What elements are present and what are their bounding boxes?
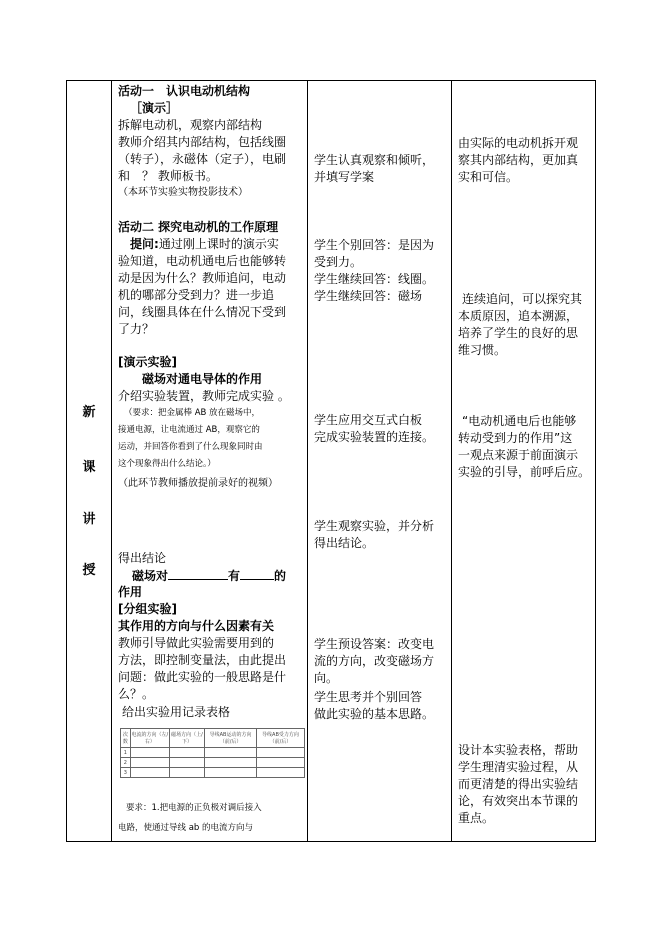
fill-blank <box>240 567 274 580</box>
text-line: 实和可信。 <box>458 170 519 184</box>
text-line: 给出实验用记录表格 <box>122 705 231 719</box>
table-row: 2 <box>121 758 305 768</box>
text-line: 了力？ <box>118 322 155 336</box>
fill-blank <box>168 567 228 580</box>
conclusion-fill-in: 磁场对 有 的 <box>132 569 287 583</box>
record-table-header: 次数 <box>121 729 131 748</box>
table-row: 3 <box>121 768 305 778</box>
text-line: 动是因为什么？教师追问，电动 <box>118 271 287 285</box>
text-line: 察其内部结构，更加真 <box>458 153 579 167</box>
text-line: 和 ？ 教师板书。 <box>118 169 218 183</box>
text-line: 转动受到力的作用”这 <box>458 431 573 445</box>
text-line: 通过刚上课时的演示实 <box>158 237 279 251</box>
requirement-line: 这个现象得出什么结论。） <box>118 459 216 469</box>
text-line: 由实际的电动机拆开观 <box>458 136 579 150</box>
requirement-line: 接通电源，让电流通过 AB，观察它的 <box>118 425 260 435</box>
requirement-line: 电路，使通过导线 ab 的电流方向与 <box>118 823 254 833</box>
text-line: 拆解电动机，观察内部结构 <box>118 118 263 132</box>
table-row: 1 <box>121 748 305 758</box>
text-line: 培养了学生的良好的思 <box>458 326 579 340</box>
question-label: 提问: <box>130 237 159 251</box>
teacher-activity-column <box>112 81 307 841</box>
text-line: 论，有效突出本节课的 <box>458 794 579 808</box>
record-table-header: 导线AB受力方向（前/后） <box>256 729 304 748</box>
text-line: 教师介绍其内部结构，包括线圈 <box>118 135 287 149</box>
lesson-table <box>66 80 596 842</box>
stage-char: 授 <box>82 563 96 578</box>
stage-char: 课 <box>82 460 96 475</box>
activity-two-title: 活动二 探究电动机的工作原理 <box>118 220 279 234</box>
text-line: 做此实验的基本思路。 <box>314 707 435 721</box>
text-line: 机的哪部分受到力？进一步追 <box>118 288 275 302</box>
text-line: “电动机通电后也能够 <box>462 414 577 428</box>
demo-experiment-subtitle: 磁场对通电导体的作用 <box>142 372 263 386</box>
text-line: 向。 <box>314 671 339 685</box>
design-intent-column <box>452 81 596 841</box>
text-line: （转子），永磁体（定子），电刷 <box>118 152 287 166</box>
text-line: （此环节教师播放提前录好的视频） <box>118 478 278 489</box>
text-line: （本环节实验实物投影技术） <box>118 187 248 198</box>
text-line: 学生应用交互式白板 <box>314 413 423 427</box>
text-line: 并填写学案 <box>314 170 375 184</box>
text-line: 连续追问，可以探究其 <box>462 292 583 306</box>
stage-char: 新 <box>82 405 96 420</box>
requirement-line: 要求：1.把电源的正负极对调后接入 <box>126 803 262 813</box>
record-table <box>120 728 305 778</box>
text-line: 学生预设答案：改变电 <box>314 637 435 651</box>
group-experiment-subtitle: 其作用的方向与什么因素有关 <box>118 619 275 633</box>
text-line: 受到力。 <box>314 255 363 269</box>
text-line: 完成实验装置的连接。 <box>314 430 435 444</box>
demo-label: ［演示］ <box>130 101 179 115</box>
demo-experiment-title: [演示实验] <box>118 355 177 369</box>
text-line: 问题：做此实验的一般思路是什 <box>118 670 287 684</box>
stage-char: 讲 <box>82 512 96 527</box>
activity-one-title: 活动一 认识电动机结构 <box>118 84 251 98</box>
stage-column <box>67 81 111 841</box>
group-experiment-title: [分组实验] <box>118 602 177 616</box>
text-line: 流的方向，改变磁场方 <box>314 654 435 668</box>
record-table-header: 磁场方向（上/下） <box>169 729 204 748</box>
text-line: 么？。 <box>118 687 155 701</box>
text-line: 学生观察实验，并分析 <box>314 519 435 533</box>
student-activity-column <box>308 81 451 841</box>
text-line: 学生继续回答：磁场 <box>314 289 423 303</box>
text-line: 学生个别回答：是因为 <box>314 238 435 252</box>
text-line: 本质原因，追本溯源， <box>458 309 579 323</box>
record-table-header: 导线AB运动的方向（前/后） <box>205 729 257 748</box>
text-line: 维习惯。 <box>458 343 507 357</box>
record-table-header: 电流的方向（左/右） <box>130 729 169 748</box>
text-line: 作用 <box>118 585 143 599</box>
text-line: 问，线圈具体在什么情况下受到 <box>118 305 287 319</box>
text-line: 实验的引导，前呼后应。 <box>458 465 591 479</box>
text-line: 得出结论。 <box>314 536 375 550</box>
requirement-line: 运动，并回答你看到了什么现象同时由 <box>118 442 263 452</box>
text-line: 学生认真观察和倾听， <box>314 153 435 167</box>
requirement-line: （要求：把金属棒 AB 放在磁场中， <box>124 408 261 418</box>
text-line: 教师引导做此实验需要用到的 <box>118 636 275 650</box>
text-line: 一观点来源于前面演示 <box>458 448 579 462</box>
text-line: 得出结论 <box>118 551 167 565</box>
text-line: 设计本实验表格，帮助 <box>458 743 579 757</box>
text-line: 学生继续回答：线圈。 <box>314 272 435 286</box>
text-line: 重点。 <box>458 811 495 825</box>
text-line: 而更清楚的得出实验结 <box>458 777 579 791</box>
text-line: 学生思考并个别回答 <box>314 690 423 704</box>
text-line: 介绍实验装置，教师完成实验 。 <box>118 389 290 403</box>
text-line: 方法，即控制变量法，由此提出 <box>118 653 287 667</box>
text-line: 验知道，电动机通电后也能够转 <box>118 254 287 268</box>
text-line: 学生理清实验过程，从 <box>458 760 579 774</box>
